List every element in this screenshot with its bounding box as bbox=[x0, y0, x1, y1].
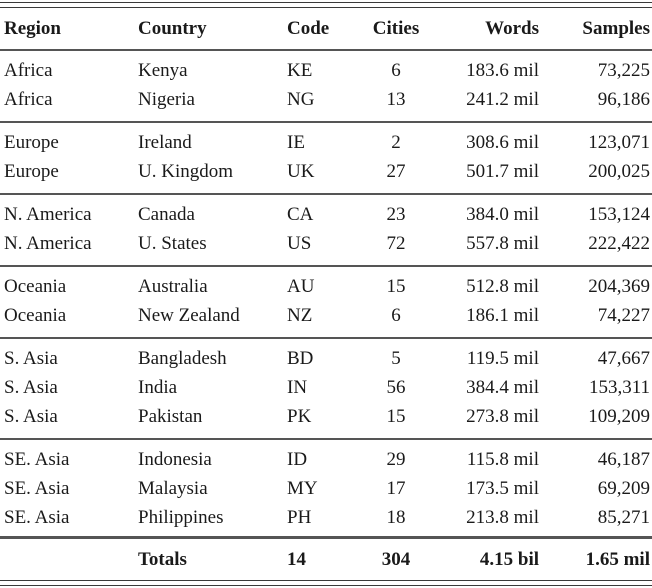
cell-samples: 204,369 bbox=[588, 276, 650, 297]
bottom-rule-outer bbox=[0, 585, 652, 586]
cell-cities: 29 bbox=[386, 449, 406, 470]
cell-code: UK bbox=[287, 161, 315, 182]
cell-code: KE bbox=[287, 60, 313, 81]
cell-country: U. Kingdom bbox=[138, 161, 233, 182]
cell-cities: 15 bbox=[386, 406, 406, 427]
cell-country: Pakistan bbox=[138, 406, 203, 427]
table-row bbox=[0, 273, 652, 301]
header-code: Code bbox=[287, 18, 330, 39]
cell-words: 119.5 mil bbox=[466, 348, 539, 369]
totals-rule bbox=[0, 536, 652, 539]
header-words: Words bbox=[485, 18, 539, 39]
cell-cities: 18 bbox=[386, 507, 406, 528]
table-row bbox=[0, 129, 652, 157]
cell-words: 273.8 mil bbox=[466, 406, 539, 427]
cell-region: Africa bbox=[4, 60, 53, 81]
cell-samples: 47,667 bbox=[597, 348, 650, 369]
table-row bbox=[0, 57, 652, 85]
cell-region: Europe bbox=[4, 161, 59, 182]
cell-country: U. States bbox=[138, 233, 207, 254]
cell-words: 308.6 mil bbox=[466, 132, 539, 153]
cell-code: NZ bbox=[287, 305, 313, 326]
cell-words: 183.6 mil bbox=[466, 60, 539, 81]
cell-words: 501.7 mil bbox=[466, 161, 539, 182]
cell-code: NG bbox=[287, 89, 315, 110]
cell-words: 557.8 mil bbox=[466, 233, 539, 254]
table-row bbox=[0, 374, 652, 402]
group-separator-rule bbox=[0, 193, 652, 195]
cell-region: Africa bbox=[4, 89, 53, 110]
cell-samples: 153,124 bbox=[588, 204, 650, 225]
cell-region: SE. Asia bbox=[4, 478, 70, 499]
cell-words: 173.5 mil bbox=[466, 478, 539, 499]
cell-region: N. America bbox=[4, 233, 92, 254]
header-row bbox=[0, 15, 652, 43]
cell-region: S. Asia bbox=[4, 348, 58, 369]
cell-code: PH bbox=[287, 507, 312, 528]
cell-cities: 5 bbox=[391, 348, 401, 369]
cell-samples: 153,311 bbox=[588, 377, 650, 398]
cell-samples: 85,271 bbox=[597, 507, 650, 528]
cell-samples: 69,209 bbox=[597, 478, 650, 499]
cell-words: 213.8 mil bbox=[466, 507, 539, 528]
cell-country: Kenya bbox=[138, 60, 188, 81]
group-separator-rule bbox=[0, 265, 652, 267]
bottom-rule-inner bbox=[0, 580, 652, 581]
cell-country: Bangladesh bbox=[138, 348, 227, 369]
table-row bbox=[0, 86, 652, 114]
cell-code: CA bbox=[287, 204, 314, 225]
cell-samples: 46,187 bbox=[597, 449, 650, 470]
cell-words: 384.0 mil bbox=[466, 204, 539, 225]
cell-country: Indonesia bbox=[138, 449, 212, 470]
cell-samples: 123,071 bbox=[588, 132, 650, 153]
cell-samples: 222,422 bbox=[588, 233, 650, 254]
header-rule bbox=[0, 49, 652, 51]
cell-region: Europe bbox=[4, 132, 59, 153]
cell-cities: 6 bbox=[391, 60, 401, 81]
cell-cities: 56 bbox=[386, 377, 406, 398]
table-row bbox=[0, 201, 652, 229]
cell-words: 115.8 mil bbox=[466, 449, 539, 470]
cell-samples: 73,225 bbox=[597, 60, 650, 81]
cell-cities: 72 bbox=[386, 233, 406, 254]
cell-samples: 74,227 bbox=[597, 305, 650, 326]
cell-country: Ireland bbox=[138, 132, 192, 153]
cell-samples: 109,209 bbox=[588, 406, 650, 427]
cell-region: N. America bbox=[4, 204, 92, 225]
cell-code: US bbox=[287, 233, 312, 254]
header-cities: Cities bbox=[372, 18, 420, 39]
cell-region: S. Asia bbox=[4, 377, 58, 398]
top-rule-inner bbox=[0, 7, 652, 8]
totals-cities: 304 bbox=[381, 549, 411, 570]
totals-words: 4.15 bil bbox=[479, 549, 539, 570]
cell-country: Nigeria bbox=[138, 89, 195, 110]
table-row bbox=[0, 446, 652, 474]
cell-region: Oceania bbox=[4, 276, 67, 297]
cell-cities: 17 bbox=[386, 478, 406, 499]
cell-cities: 6 bbox=[391, 305, 401, 326]
cell-country: New Zealand bbox=[138, 305, 240, 326]
cell-words: 241.2 mil bbox=[466, 89, 539, 110]
cell-region: SE. Asia bbox=[4, 507, 70, 528]
cell-samples: 200,025 bbox=[588, 161, 650, 182]
cell-code: BD bbox=[287, 348, 314, 369]
group-separator-rule bbox=[0, 438, 652, 440]
cell-code: MY bbox=[287, 478, 318, 499]
table-row bbox=[0, 302, 652, 330]
cell-code: IN bbox=[287, 377, 308, 398]
cell-cities: 13 bbox=[386, 89, 406, 110]
table-row bbox=[0, 475, 652, 503]
cell-words: 186.1 mil bbox=[466, 305, 539, 326]
header-samples: Samples bbox=[582, 18, 650, 39]
cell-words: 512.8 mil bbox=[466, 276, 539, 297]
cell-country: Philippines bbox=[138, 507, 224, 528]
table-row bbox=[0, 230, 652, 258]
header-region: Region bbox=[4, 18, 61, 39]
cell-region: Oceania bbox=[4, 305, 67, 326]
cell-code: ID bbox=[287, 449, 308, 470]
header-country: Country bbox=[138, 18, 207, 39]
cell-region: S. Asia bbox=[4, 406, 58, 427]
cell-cities: 23 bbox=[386, 204, 406, 225]
totals-row bbox=[0, 546, 652, 574]
totals-samples: 1.65 mil bbox=[585, 549, 650, 570]
totals-code: 14 bbox=[287, 549, 306, 570]
cell-region: SE. Asia bbox=[4, 449, 70, 470]
totals-label: Totals bbox=[138, 549, 187, 570]
cell-country: Australia bbox=[138, 276, 208, 297]
table-row bbox=[0, 403, 652, 431]
table-row bbox=[0, 345, 652, 373]
cell-cities: 2 bbox=[391, 132, 401, 153]
cell-words: 384.4 mil bbox=[466, 377, 539, 398]
table-row bbox=[0, 158, 652, 186]
cell-code: PK bbox=[287, 406, 312, 427]
cell-country: Canada bbox=[138, 204, 195, 225]
cell-cities: 27 bbox=[386, 161, 406, 182]
group-separator-rule bbox=[0, 121, 652, 123]
cell-cities: 15 bbox=[386, 276, 406, 297]
cell-code: AU bbox=[287, 276, 315, 297]
cell-samples: 96,186 bbox=[597, 89, 650, 110]
table-row bbox=[0, 504, 652, 532]
cell-code: IE bbox=[287, 132, 305, 153]
top-rule-outer bbox=[0, 2, 652, 3]
cell-country: Malaysia bbox=[138, 478, 208, 499]
cell-country: India bbox=[138, 377, 178, 398]
group-separator-rule bbox=[0, 337, 652, 339]
